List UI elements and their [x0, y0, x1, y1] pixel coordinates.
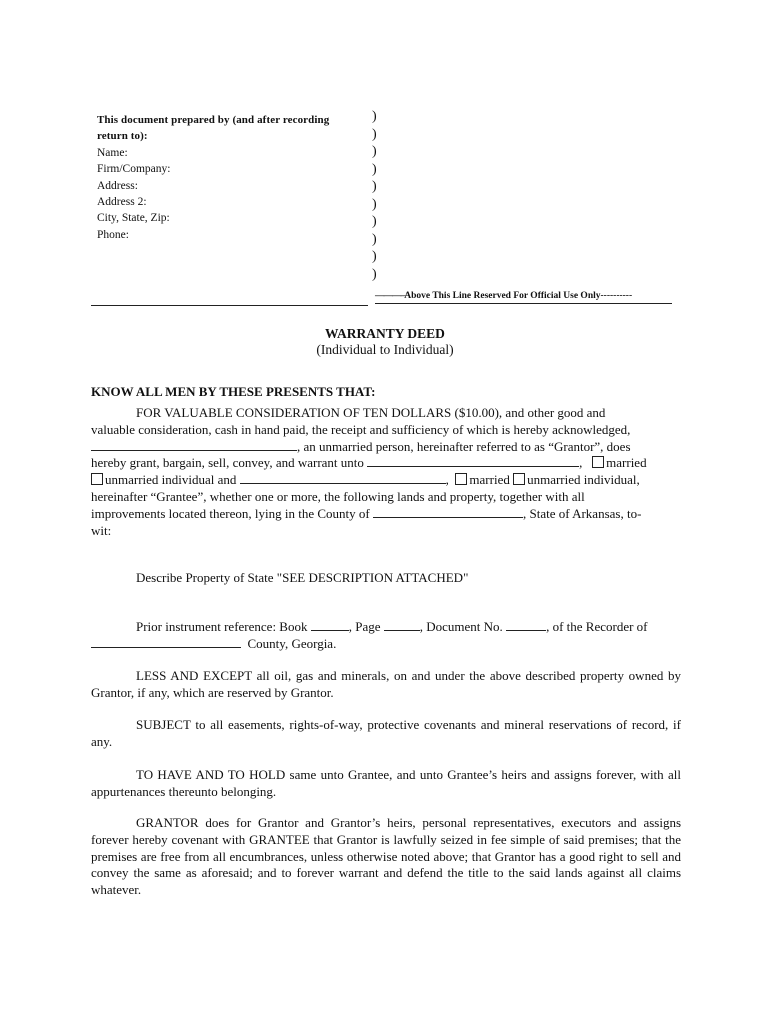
consideration-line-6: hereinafter “Grantee”, whether one or more, the following lands and property, together with all [91, 488, 585, 504]
field-address2-label: Address 2: [97, 196, 147, 209]
second-grantee-blank[interactable] [240, 472, 446, 484]
describe-property: Describe Property of State "SEE DESCRIPTION ATTACHED" [136, 570, 469, 585]
consideration-line-3: , an unmarried person, hereinafter referred to as “Grantor”, does [91, 439, 681, 456]
habendum-paragraph: TO HAVE AND TO HOLD same unto Grantee, and unto Grantee’s heirs and assigns forever, with all appurtenances thereunto belonging. [91, 767, 681, 799]
consideration-line-2: valuable consideration, cash in hand paid, the receipt and sufficiency of which is hereby acknowledged, [91, 421, 631, 437]
official-use-trail: ---------- [600, 291, 633, 301]
page-blank[interactable] [384, 619, 420, 631]
field-name-label: Name: [97, 146, 128, 159]
book-blank[interactable] [311, 619, 349, 631]
recorder-county-blank[interactable] [91, 636, 241, 648]
married-checkbox-2[interactable] [455, 473, 467, 485]
consideration-line-4: hereby grant, bargain, sell, convey, and warrant unto , married [91, 455, 647, 471]
field-city-label: City, State, Zip: [97, 212, 170, 225]
grantor-name-blank[interactable] [91, 439, 297, 451]
divider-line [91, 305, 368, 306]
county-blank[interactable] [373, 506, 523, 518]
bracket-column: ) ) ) ) ) ) ) ) ) ) [372, 109, 377, 282]
prior-instrument-paragraph: Prior instrument reference: Book , Page , Document No. , of the Recorder of County, Georgia. [91, 619, 681, 653]
deed-title: WARRANTY DEED [325, 326, 445, 341]
consideration-paragraph [91, 405, 681, 539]
deed-subtitle: (Individual to Individual) [316, 342, 454, 357]
know-all-heading: KNOW ALL MEN BY THESE PRESENTS THAT: [91, 384, 376, 399]
field-address-label: Address: [97, 179, 138, 192]
field-phone-label: Phone: [97, 228, 129, 241]
prepared-by-heading-1: This document prepared by (and after recording [97, 114, 330, 126]
consideration-line-7: improvements located thereon, lying in the County of , State of Arkansas, to- [91, 505, 642, 521]
married-checkbox-1[interactable] [592, 456, 604, 468]
document-number-blank[interactable] [506, 619, 546, 631]
field-firm-label: Firm/Company: [97, 163, 171, 176]
subject-paragraph: SUBJECT to all easements, rights-of-way, protective covenants and mineral reservations of record, if any. [91, 717, 681, 749]
official-use-notice: ———–Above This Line Reserved For Official Use Only---------- [375, 291, 672, 304]
prepared-by-block [97, 112, 367, 243]
official-use-label: Above This Line Reserved For Official Use Only [404, 291, 601, 301]
consideration-line-1: FOR VALUABLE CONSIDERATION OF TEN DOLLARS ($10.00), and other good and [136, 405, 606, 420]
unmarried-checkbox-2[interactable] [513, 473, 525, 485]
married-label-1: married [606, 455, 647, 471]
consideration-line-5: unmarried individual and , married unmarried individual, [91, 472, 681, 489]
covenant-paragraph: GRANTOR does for Grantor and Grantor’s heirs, personal representatives, executors and assigns forever hereby covenant with GRANTEE that Grantor is lawfully seized in fee simple of said premises; that the premises are free from all encumbrances, unless otherwise noted above; that Grantor has a good right to sell and convey the same as aforesaid; and to forever warrant and defend the title to the said lands against all claims whatever. [91, 815, 681, 898]
unmarried-checkbox-1[interactable] [91, 473, 103, 485]
consideration-line-8: wit: [91, 522, 112, 538]
less-except-paragraph: LESS AND EXCEPT all oil, gas and minerals, on and under the above described property owned by Grantor, if any, which are reserved by Grantor. [91, 668, 681, 700]
prepared-by-heading-2: return to): [97, 130, 148, 143]
grantee-name-blank[interactable] [367, 455, 579, 467]
